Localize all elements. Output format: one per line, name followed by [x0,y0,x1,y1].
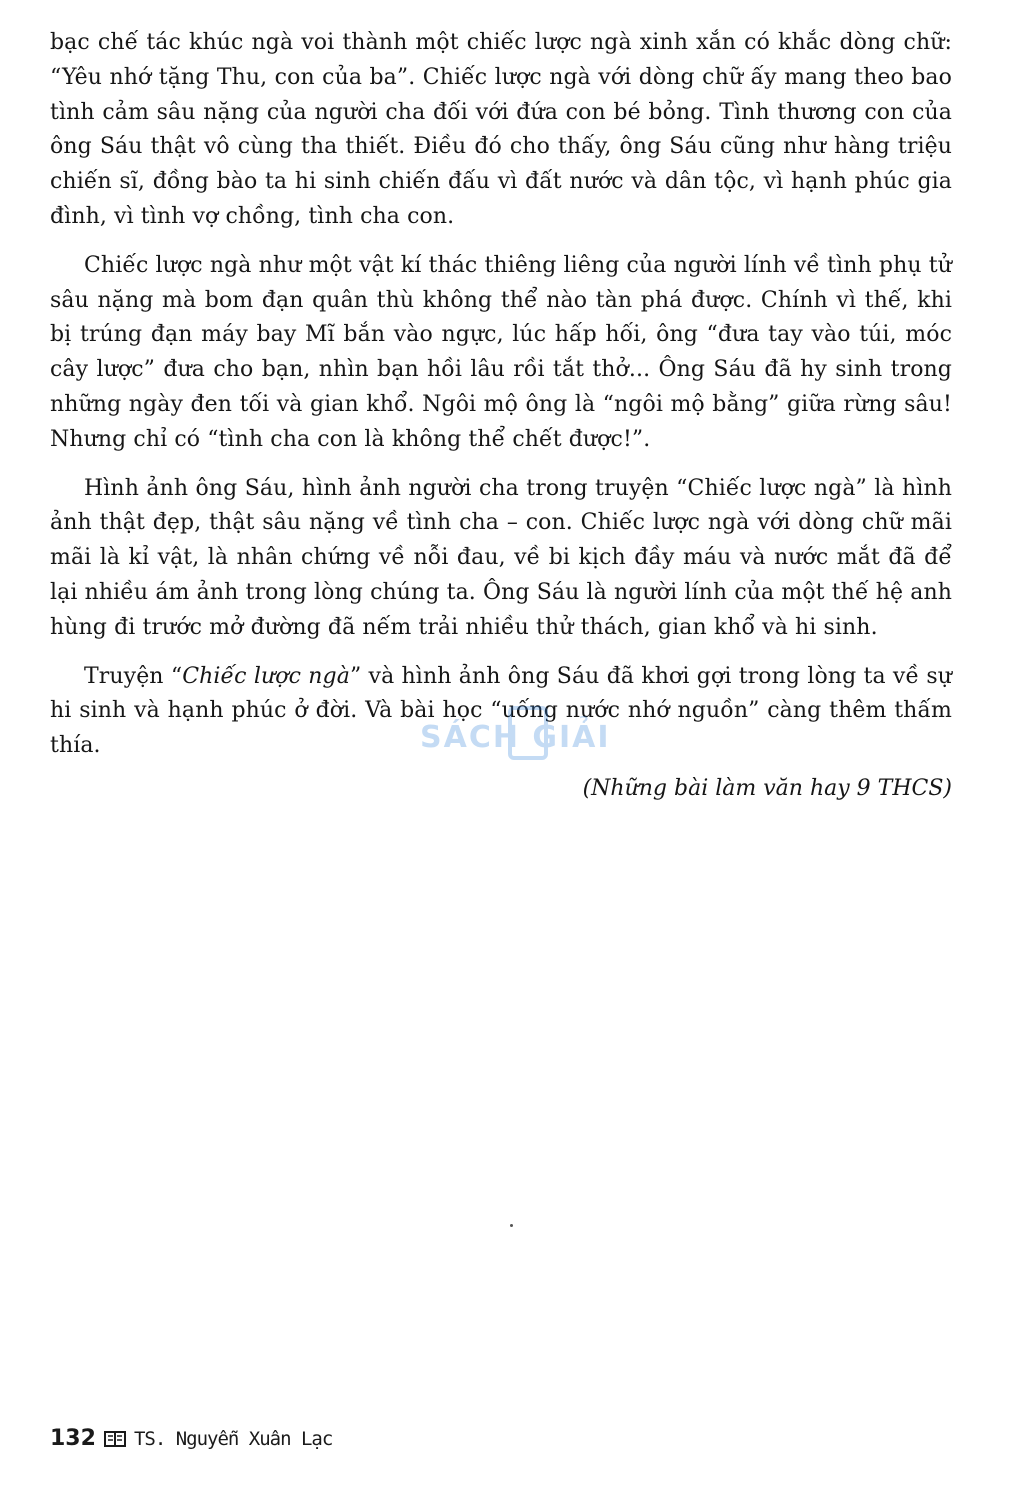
paragraph-2: Chiếc lược ngà như một vật kí thác thiêng liêng của người lính về tình phụ tử sâu nặng mà bom đạn quân thù không thể nào tàn phá được. Chính vì thế, khi bị trúng đạn máy bay Mĩ bắn vào ngực, lúc hấp hối, ông “đưa tay vào túi, móc cây lược” đưa cho bạn, nhìn bạn hồi lâu rồi tắt thở... Ông Sáu đã hy sinh trong những ngày đen tối và gian khổ. Ngôi mộ ông là “ngôi mộ bằng” giữa rừng sâu! Nhưng chỉ có “tình cha con là không thể chết được!”. [50,252,952,452]
source-citation: (Những bài làm văn hay 9 THCS) [582,775,952,801]
paragraph-4-end: ” và hình ảnh ông Sáu đã khơi gợi trong lòng ta về sự hi sinh và hạnh phúc ở đời. Và bài học “uống nước nhớ nguồn” càng thêm thấm thía. [50,663,952,759]
page-number: 132 [50,1426,96,1451]
book-icon [104,1430,126,1448]
author-name: TS. Nguyễn Xuân Lạc [133,1427,333,1450]
paragraph-4-start: Truyện “ [84,663,183,689]
paragraph-3: Hình ảnh ông Sáu, hình ảnh người cha trong truyện “Chiếc lược ngà” là hình ảnh thật đẹp, thật sâu nặng về tình cha – con. Chiếc lược ngà với dòng chữ mãi mãi là kỉ vật, là nhân chứng về nỗi đau, về bi kịch đầy máu và nước mắt đã để lại nhiều ám ảnh trong lòng chúng ta. Ông Sáu là người lính của một thế hệ anh hùng đi trước mở đường đã nếm trải nhiều thử thách, gian khổ và hi sinh. [50,475,952,640]
page-body [50,26,952,806]
story-title: Chiếc lược ngà [182,663,350,689]
watermark-text: SÁCH GIẢI [420,720,611,755]
page-footer [50,1426,332,1451]
paragraph-4 [50,660,952,764]
scan-speck [510,1224,513,1227]
paragraph-1: bạc chế tác khúc ngà voi thành một chiếc lược ngà xinh xắn có khắc dòng chữ: “Yêu nhớ tặng Thu, con của ba”. Chiếc lược ngà với dòng chữ ấy mang theo bao tình cảm sâu nặng của người cha đối với đứa con bé bỏng. Tình thương con của ông Sáu thật vô cùng tha thiết. Điều đó cho thấy, ông Sáu cũng như hàng triệu chiến sĩ, đồng bào ta hi sinh chiến đấu vì đất nước và dân tộc, vì hạnh phúc gia đình, vì tình vợ chồng, tình cha con. [50,30,952,229]
